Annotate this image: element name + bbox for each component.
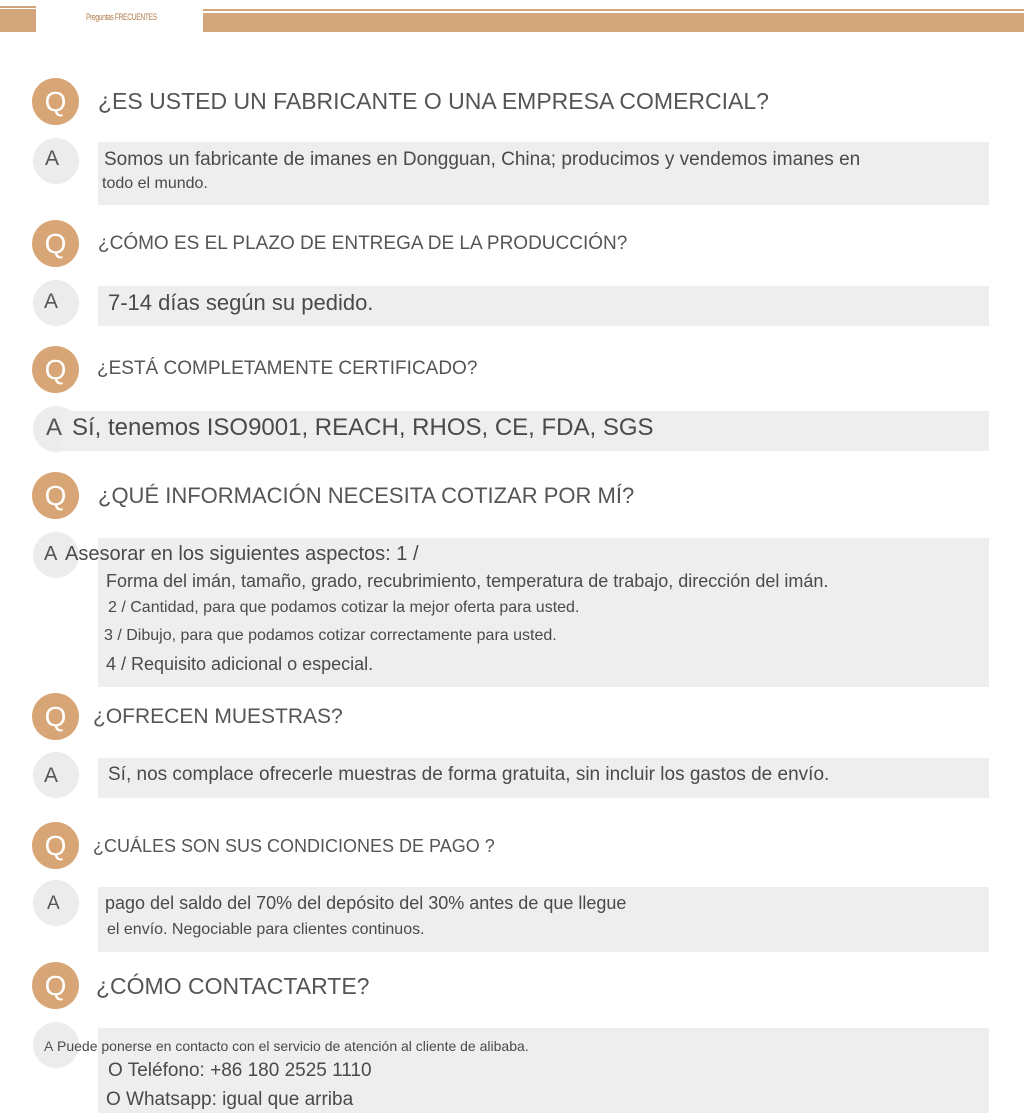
answer-line: Asesorar en los siguientes aspectos: 1 / <box>65 543 419 565</box>
question-badge-letter: Q <box>44 701 67 732</box>
answer-line: el envío. Negociable para clientes continuos. <box>107 921 425 938</box>
answer-badge-letter: A <box>47 893 60 914</box>
answer-line: 4 / Requisito adicional o especial. <box>106 654 374 674</box>
answer-line: Forma del imán, tamaño, grado, recubrimiento, temperatura de trabajo, dirección del imán. <box>106 571 829 591</box>
answer-line: O Whatsapp: igual que arriba <box>106 1089 354 1110</box>
question-badge <box>32 962 79 1009</box>
answer-line: todo el mundo. <box>102 175 208 192</box>
question-badge-letter: Q <box>44 354 67 385</box>
question-badge-letter: Q <box>44 480 67 511</box>
question-text: ¿ES USTED UN FABRICANTE O UNA EMPRESA COMERCIAL? <box>98 88 769 114</box>
header-title: Preguntas FRECUENTES <box>86 12 157 22</box>
answer-line: O Teléfono: +86 180 2525 1110 <box>108 1060 372 1081</box>
header-accent-left <box>0 9 36 32</box>
answer-line: Puede ponerse en contacto con el servicio de atención al cliente de alibaba. <box>57 1038 529 1054</box>
question-badge <box>32 693 79 740</box>
answer-line: 3 / Dibujo, para que podamos cotizar correctamente para usted. <box>104 627 557 644</box>
question-badge <box>32 822 79 869</box>
header-accent-right <box>203 13 1024 32</box>
question-text: ¿CÓMO ES EL PLAZO DE ENTREGA DE LA PRODUCCIÓN? <box>98 233 628 254</box>
answer-line: Sí, tenemos ISO9001, REACH, RHOS, CE, FDA, SGS <box>72 414 654 441</box>
answer-badge-letter: A <box>44 764 59 787</box>
question-text: ¿QUÉ INFORMACIÓN NECESITA COTIZAR POR MÍ? <box>98 483 635 508</box>
answer-badge-letter: A <box>44 1038 54 1054</box>
question-badge <box>32 220 79 267</box>
answer-badge-letter: A <box>46 414 63 441</box>
question-badge <box>32 472 79 519</box>
answer-line: Sí, nos complace ofrecerle muestras de forma gratuita, sin incluir los gastos de envío. <box>108 764 830 785</box>
answer-line: 7-14 días según su pedido. <box>108 290 374 315</box>
answer-badge-letter: A <box>44 290 59 313</box>
answer-badge-letter: A <box>45 147 60 170</box>
question-badge-letter: Q <box>44 970 67 1001</box>
question-badge <box>32 346 79 393</box>
header-line <box>203 9 1024 11</box>
question-text: ¿CÓMO CONTACTARTE? <box>96 973 370 999</box>
answer-line: 2 / Cantidad, para que podamos cotizar la mejor oferta para usted. <box>108 599 580 616</box>
question-badge-letter: Q <box>44 86 67 117</box>
question-text: ¿OFRECEN MUESTRAS? <box>93 705 343 728</box>
answer-line: Somos un fabricante de imanes en Dongguan, China; producimos y vendemos imanes en <box>104 149 861 170</box>
answer-line: pago del saldo del 70% del depósito del 30% antes de que llegue <box>105 893 627 913</box>
question-badge-letter: Q <box>44 228 67 259</box>
question-badge-letter: Q <box>44 830 67 861</box>
answer-badge-letter: A <box>44 543 58 565</box>
question-text: ¿CUÁLES SON SUS CONDICIONES DE PAGO ? <box>93 836 495 856</box>
question-badge <box>32 78 79 125</box>
question-text: ¿ESTÁ COMPLETAMENTE CERTIFICADO? <box>97 358 478 379</box>
